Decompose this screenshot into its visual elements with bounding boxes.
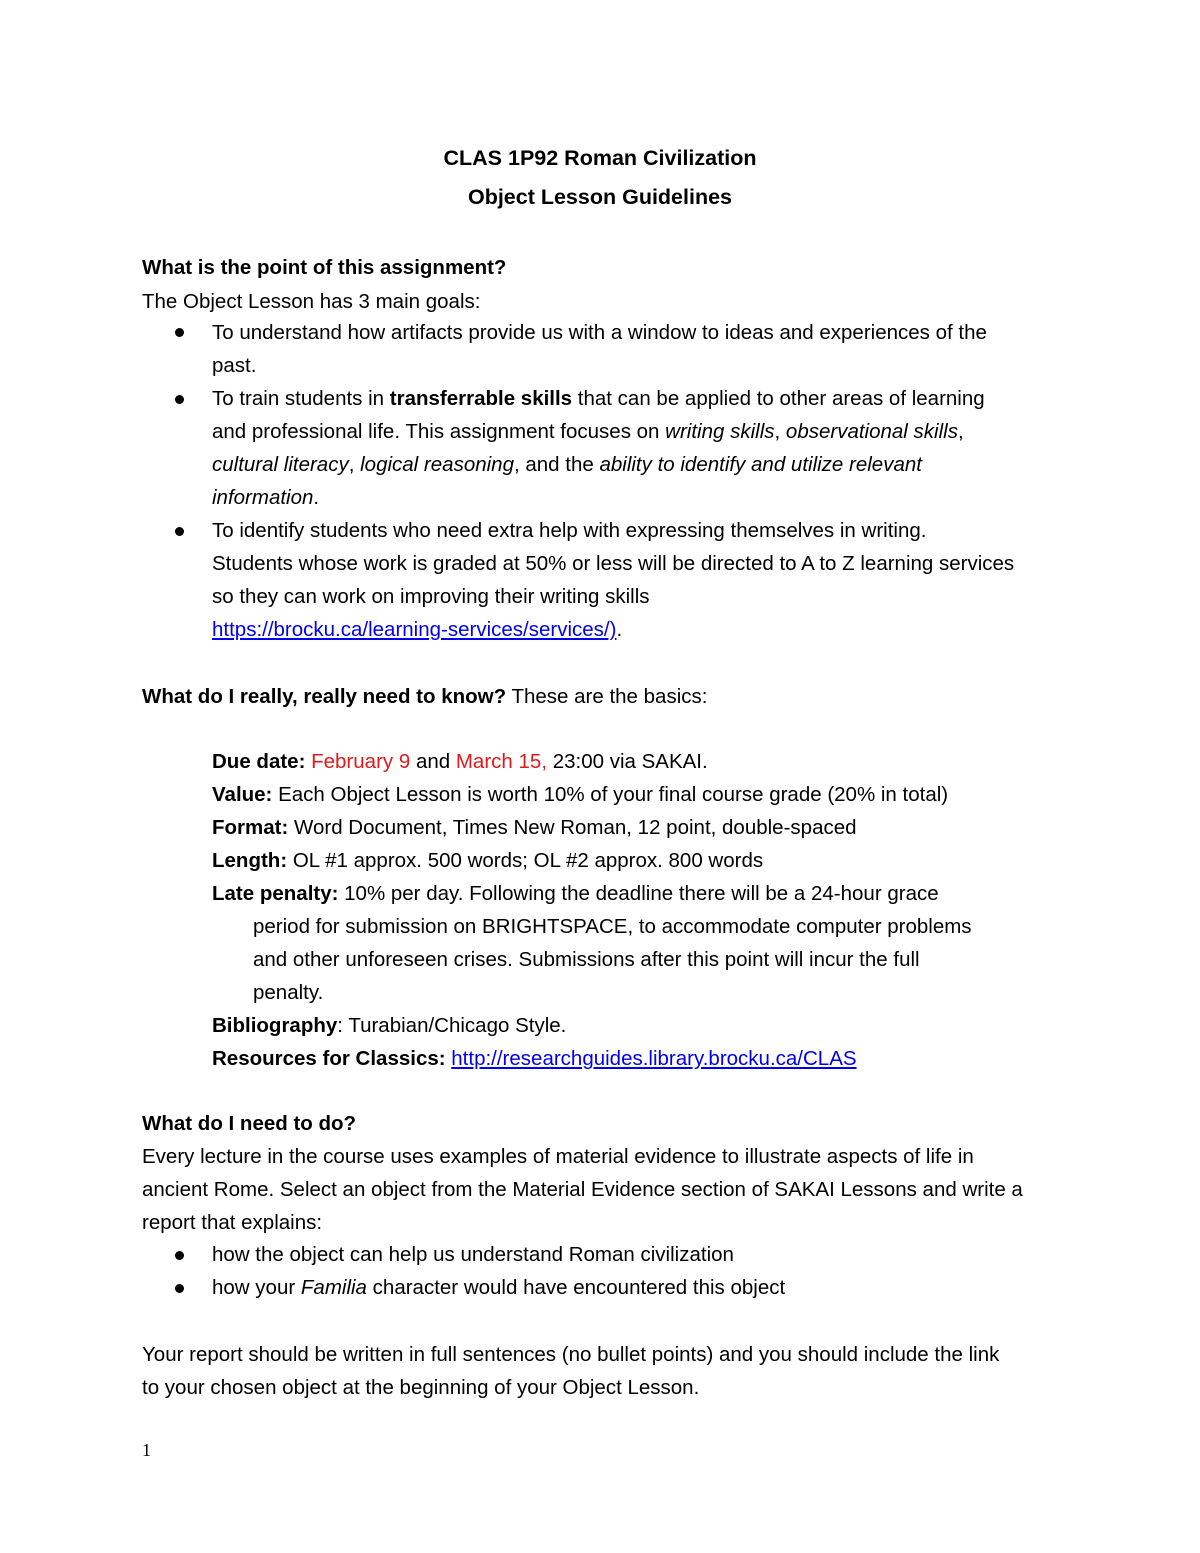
goal-2-line-2: and professional life. This assignment focuses on writing skills, observational skills, <box>212 420 964 443</box>
late-penalty-line-4: penalty. <box>253 981 324 1004</box>
value-line: Value: Each Object Lesson is worth 10% of your final course grade (20% in total) <box>212 783 949 806</box>
late-penalty-line-3: and other unforeseen crises. Submissions after this point will incur the full <box>253 948 920 971</box>
learning-services-link[interactable]: https://brocku.ca/learning-services/services/) <box>212 618 617 641</box>
goal-2-line-3: cultural literacy, logical reasoning, and the ability to identify and utilize relevant <box>212 453 922 476</box>
format-line: Format: Word Document, Times New Roman, 12 point, double-spaced <box>212 816 857 839</box>
todo-paragraph-line-1: Every lecture in the course uses examples of material evidence to illustrate aspects of life in <box>142 1145 974 1168</box>
todo-bullet-2: how your Familia character would have encountered this object <box>212 1276 786 1299</box>
todo-paragraph-line-3: report that explains: <box>142 1211 323 1234</box>
goal-3-line-3: so they can work on improving their writing skills <box>212 585 650 608</box>
section-heading-basics: What do I really, really need to know? These are the basics: <box>142 685 708 708</box>
bullet-icon <box>175 395 184 404</box>
todo-paragraph-line-2: ancient Rome. Select an object from the Material Evidence section of SAKAI Lessons and write a <box>142 1178 1023 1201</box>
bibliography-line: Bibliography: Turabian/Chicago Style. <box>212 1014 567 1037</box>
resources-line: Resources for Classics: http://researchguides.library.brocku.ca/CLAS <box>212 1047 857 1070</box>
document-title: Object Lesson Guidelines <box>467 185 733 209</box>
course-title: CLAS 1P92 Roman Civilization <box>443 146 757 170</box>
late-penalty-line-2: period for submission on BRIGHTSPACE, to accommodate computer problems <box>253 915 972 938</box>
goal-2-line-4: information. <box>212 486 320 509</box>
goal-3-line-2: Students whose work is graded at 50% or less will be directed to A to Z learning services <box>212 552 1015 575</box>
due-date-2: March 15, <box>455 750 548 773</box>
todo-bullet-1: how the object can help us understand Roman civilization <box>212 1243 734 1266</box>
due-date-line: Due date: February 9 and March 15, 23:00 via SAKAI. <box>212 750 708 773</box>
goal-1-line-1: To understand how artifacts provide us with a window to ideas and experiences of the <box>212 321 987 344</box>
bullet-icon <box>175 1284 184 1293</box>
goal-3-line-4: https://brocku.ca/learning-services/services/). <box>212 618 623 641</box>
due-date-1: February 9 <box>311 750 411 773</box>
bullet-icon <box>175 328 184 337</box>
research-guides-link[interactable]: http://researchguides.library.brocku.ca/CLAS <box>451 1047 857 1070</box>
page-number: 1 <box>142 1440 151 1460</box>
report-paragraph-line-2: to your chosen object at the beginning of your Object Lesson. <box>142 1376 700 1399</box>
goal-3-line-1: To identify students who need extra help with expressing themselves in writing. <box>212 519 927 542</box>
section-heading-todo: What do I need to do? <box>142 1112 357 1135</box>
goals-intro: The Object Lesson has 3 main goals: <box>142 290 481 313</box>
goal-1-line-2: past. <box>212 354 257 377</box>
bullet-icon <box>175 527 184 536</box>
late-penalty-line-1: Late penalty: 10% per day. Following the deadline there will be a 24-hour grace <box>212 882 939 905</box>
report-paragraph-line-1: Your report should be written in full sentences (no bullet points) and you should include the link <box>142 1343 1000 1366</box>
section-heading-point: What is the point of this assignment? <box>142 256 507 279</box>
bullet-icon <box>175 1251 184 1260</box>
goal-2-line-1: To train students in transferrable skills that can be applied to other areas of learning <box>212 387 985 410</box>
length-line: Length: OL #1 approx. 500 words; OL #2 approx. 800 words <box>212 849 764 872</box>
